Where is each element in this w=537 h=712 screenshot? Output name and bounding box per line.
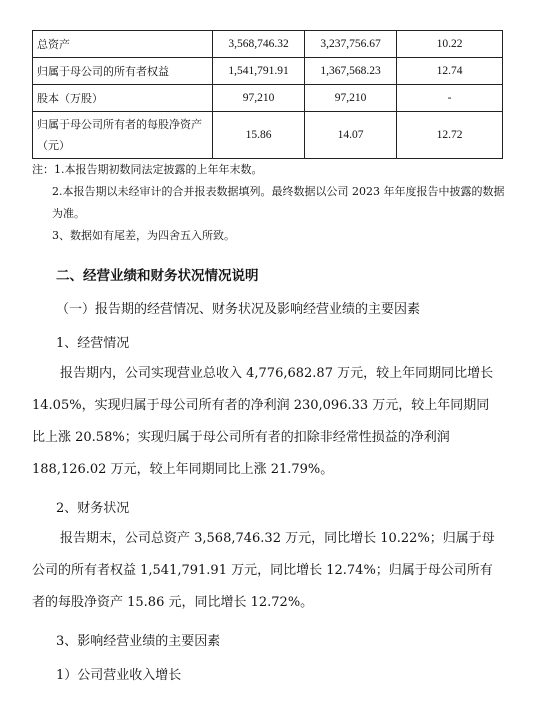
note-1: 注：1.本报告期初数同法定披露的上年年末数。 <box>32 163 263 176</box>
prior-value: 1,367,568.23 <box>305 58 397 85</box>
change-value: 12.74 <box>397 58 503 85</box>
section-heading: 二、经营业绩和财务状况情况说明 <box>56 268 259 284</box>
note-3: 3、数据如有尾差，为四舍五入所致。 <box>52 229 235 242</box>
table-row <box>33 58 503 85</box>
current-value: 1,541,791.91 <box>213 58 305 85</box>
change-value: - <box>397 85 503 112</box>
item-2-paragraph: 报告期末，公司总资产 3,568,746.32 万元，同比增长 10.22%；归属于母公司的所有者权益 1,541,791.91 万元，同比增长 12.74%；归属于母公司所有者的每股净资产 15.86 元，同比增长 12.72%。 <box>32 531 495 610</box>
item-2-title: 2、财务状况 <box>56 501 130 516</box>
row-label: 归属于母公司的所有者权益 <box>33 58 213 85</box>
change-value: 10.22 <box>397 31 503 58</box>
prior-value: 3,237,756.67 <box>305 31 397 58</box>
item-1-paragraph: 报告期内，公司实现营业总收入 4,776,682.87 万元，较上年同期同比增长 14.05%，实现归属于母公司所有者的净利润 230,096.33 万元，较上年同期同比上涨 20.58%；实现归属于母公司所有者的扣除非经常性损益的净利润 188,126.02 万元，较上年同期同比上涨 21.79%。 <box>32 366 494 477</box>
current-value: 15.86 <box>213 112 305 159</box>
prior-value: 14.07 <box>305 112 397 159</box>
prior-value: 97,210 <box>305 85 397 112</box>
current-value: 97,210 <box>213 85 305 112</box>
row-label: 归属于母公司所有者的每股净资产（元） <box>33 112 213 159</box>
item-3-subitem: 1）公司营业收入增长 <box>56 668 182 683</box>
table-row <box>33 31 503 58</box>
table-notes <box>32 159 507 247</box>
row-label: 总资产 <box>33 31 213 58</box>
table-row <box>33 85 503 112</box>
financial-summary-table <box>32 30 503 159</box>
item-3-title: 3、影响经营业绩的主要因素 <box>56 634 221 649</box>
current-value: 3,568,746.32 <box>213 31 305 58</box>
change-value: 12.72 <box>397 112 503 159</box>
subsection-heading: （一）报告期的经营情况、财务状况及影响经营业绩的主要因素 <box>56 302 421 317</box>
row-label: 股本（万股） <box>33 85 213 112</box>
table-row <box>33 112 503 159</box>
note-2: 2.本报告期以未经审计的合并报表数据填列。最终数据以公司 2023 年年度报告中披露的数据为准。 <box>52 185 505 220</box>
item-1-title: 1、经营情况 <box>56 336 130 351</box>
